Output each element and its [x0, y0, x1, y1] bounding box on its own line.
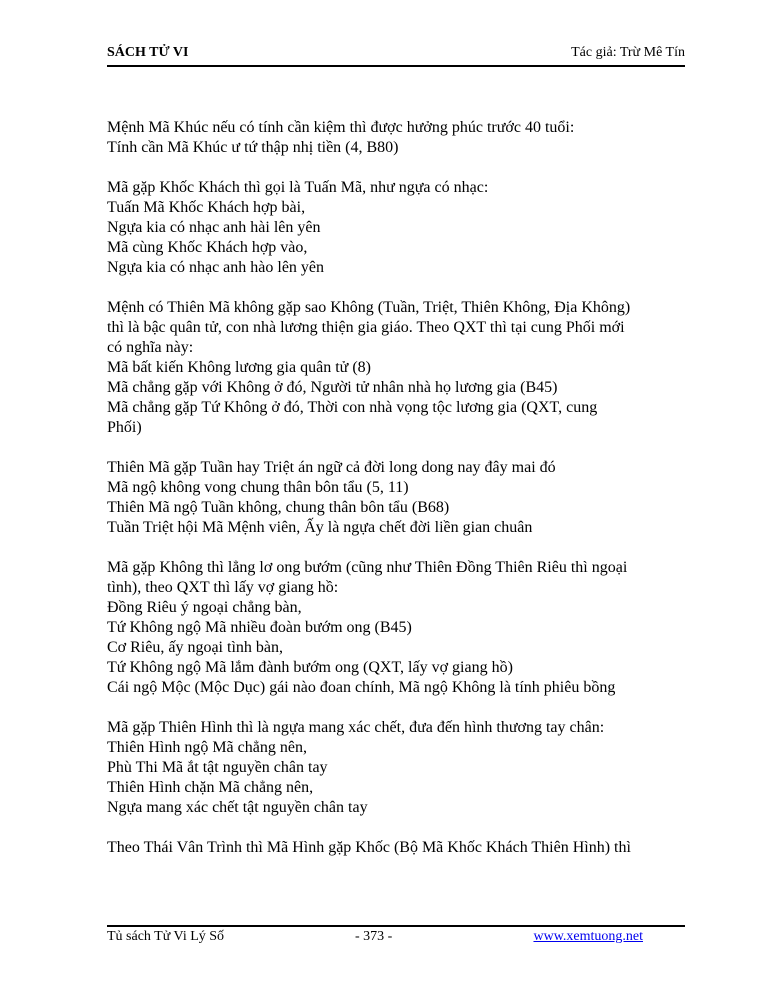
text-line: Mệnh Mã Khúc nếu có tính cần kiệm thì được hưởng phúc trước 40 tuổi: — [107, 119, 575, 136]
text-line: Cơ Riêu, ấy ngoại tình bàn, — [107, 639, 283, 656]
page-body — [107, 118, 687, 878]
text-line: Mã bất kiến Không lương gia quân tử (8) — [107, 359, 371, 376]
text-line: Mã chẳng gặp với Không ở đó, Người tử nhân nhà họ lương gia (B45) — [107, 379, 558, 396]
text-line: Đồng Riêu ý ngoại chẳng bàn, — [107, 599, 302, 616]
author-credit: Tác giả: Trừ Mê Tín — [571, 45, 685, 60]
paragraph — [107, 118, 687, 158]
footer-divider — [107, 925, 685, 927]
paragraph — [107, 718, 687, 818]
text-line: Theo Thái Vân Trình thì Mã Hình gặp Khốc (Bộ Mã Khốc Khách Thiên Hình) thì — [107, 839, 631, 856]
text-line: Thiên Hình ngộ Mã chẳng nên, — [107, 739, 307, 756]
text-line: Mã chẳng gặp Tứ Không ở đó, Thời con nhà vọng tộc lương gia (QXT, cung — [107, 399, 598, 416]
text-line: Thiên Hình chặn Mã chẳng nên, — [107, 779, 314, 796]
header-divider — [107, 65, 685, 67]
page-number: - 373 - — [355, 929, 393, 944]
text-line: Tứ Không ngộ Mã lắm đành bướm ong (QXT, lấy vợ giang hồ) — [107, 659, 513, 676]
text-line: Tuần Triệt hội Mã Mệnh viên, Ấy là ngựa chết đời liền gian chuân — [107, 519, 533, 536]
text-line: Cái ngộ Mộc (Mộc Dục) gái nào đoan chính, Mã ngộ Không là tính phiêu bồng — [107, 679, 616, 696]
text-line: Tính cần Mã Khúc ư tứ thập nhị tiền (4, B80) — [107, 139, 399, 156]
paragraph — [107, 558, 687, 698]
text-line: Mệnh có Thiên Mã không gặp sao Không (Tuần, Triệt, Thiên Không, Địa Không) — [107, 299, 631, 316]
page-footer — [107, 929, 685, 947]
text-line: Mã gặp Thiên Hình thì là ngựa mang xác chết, đưa đến hình thương tay chân: — [107, 719, 605, 736]
text-line: Ngựa mang xác chết tật nguyền chân tay — [107, 799, 368, 816]
text-line: Mã ngộ không vong chung thân bôn tẩu (5, 11) — [107, 479, 409, 496]
text-line: Thiên Mã gặp Tuần hay Triệt án ngữ cả đời long dong nay đây mai đó — [107, 459, 556, 476]
text-line: Mã gặp Không thì lẳng lơ ong bướm (cũng như Thiên Đồng Thiên Riêu thì ngoại — [107, 559, 628, 576]
text-line: Ngựa kia có nhạc anh hào lên yên — [107, 259, 325, 276]
paragraph — [107, 178, 687, 278]
paragraph — [107, 298, 687, 438]
text-line: Mã gặp Khốc Khách thì gọi là Tuấn Mã, như ngựa có nhạc: — [107, 179, 489, 196]
book-title: SÁCH TỬ VI — [107, 45, 189, 60]
page-header — [107, 45, 685, 65]
paragraph — [107, 838, 687, 858]
text-line: thì là bậc quân tử, con nhà lương thiện gia giáo. Theo QXT thì tại cung Phối mới — [107, 319, 625, 336]
paragraph — [107, 458, 687, 538]
text-line: Ngựa kia có nhạc anh hài lên yên — [107, 219, 321, 236]
text-line: Mã cùng Khốc Khách hợp vào, — [107, 239, 308, 256]
series-name: Tủ sách Tử Vi Lý Số — [107, 929, 225, 944]
text-line: tình), theo QXT thì lấy vợ giang hồ: — [107, 579, 339, 596]
text-line: Tứ Không ngộ Mã nhiều đoàn bướm ong (B45) — [107, 619, 412, 636]
text-line: Phù Thi Mã ắt tật nguyền chân tay — [107, 759, 328, 776]
website-link[interactable]: www.xemtuong.net — [533, 929, 643, 944]
text-line: có nghĩa này: — [107, 339, 194, 356]
text-line: Phối) — [107, 419, 142, 436]
text-line: Tuấn Mã Khốc Khách hợp bài, — [107, 199, 306, 216]
text-line: Thiên Mã ngộ Tuần không, chung thân bôn tẩu (B68) — [107, 499, 450, 516]
